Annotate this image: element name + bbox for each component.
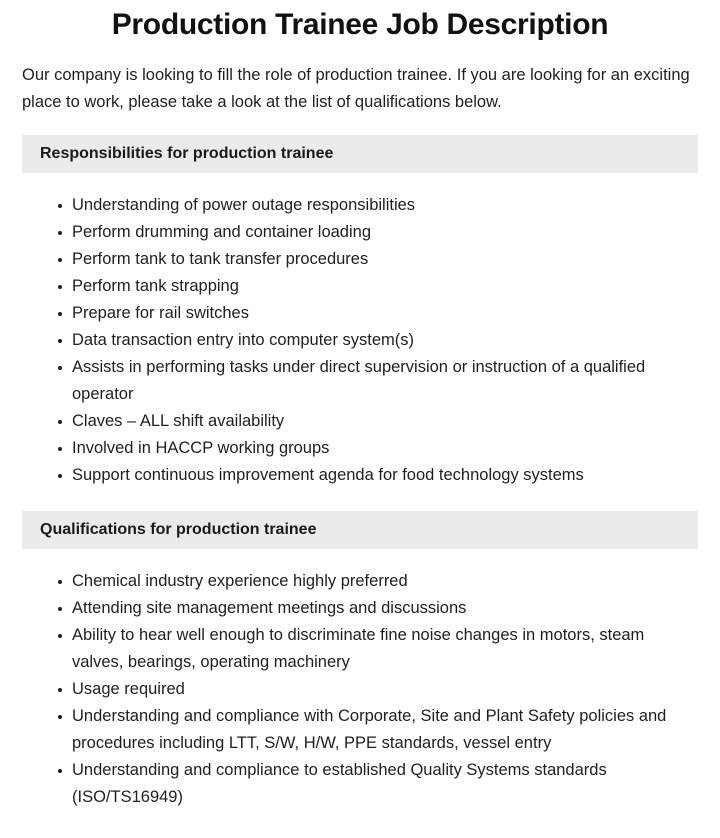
qualifications-list (0, 549, 720, 811)
list-item: Involved in HACCP working groups (58, 435, 698, 462)
list-item: Support continuous improvement agenda for food technology systems (58, 462, 698, 489)
list-item: Perform tank strapping (58, 273, 698, 300)
list-item: Attending site management meetings and discussions (58, 595, 698, 622)
section-qualifications (0, 511, 720, 811)
list-item: Claves – ALL shift availability (58, 408, 698, 435)
list-item: Understanding and compliance to established Quality Systems standards (ISO/TS16949) (58, 757, 698, 811)
list-item: Ability to hear well enough to discriminate fine noise changes in motors, steam valves, bearings, operating machinery (58, 622, 698, 676)
section-heading-label: Responsibilities for production trainee (40, 145, 334, 162)
list-item: Data transaction entry into computer system(s) (58, 327, 698, 354)
page-title: Production Trainee Job Description (111, 8, 609, 41)
list-item: Perform tank to tank transfer procedures (58, 246, 698, 273)
list-item: Perform drumming and container loading (58, 219, 698, 246)
list-item: Understanding and compliance with Corporate, Site and Plant Safety policies and procedures including LTT, S/W, H/W, PPE standards, vessel entry (58, 703, 698, 757)
section-header-responsibilities (22, 135, 698, 173)
list-item: Assists in performing tasks under direct supervision or instruction of a qualified operator (58, 354, 698, 408)
intro-paragraph: Our company is looking to fill the role of production trainee. If you are looking for an exciting place to work, please take a look at the list of qualifications below. (22, 66, 690, 111)
section-responsibilities (0, 135, 720, 489)
responsibilities-list (0, 173, 720, 489)
list-item: Understanding of power outage responsibilities (58, 192, 698, 219)
list-item: Chemical industry experience highly preferred (58, 568, 698, 595)
list-item: Prepare for rail switches (58, 300, 698, 327)
section-header-qualifications (22, 511, 698, 549)
section-heading-label: Qualifications for production trainee (40, 521, 317, 538)
list-item: Usage required (58, 676, 698, 703)
